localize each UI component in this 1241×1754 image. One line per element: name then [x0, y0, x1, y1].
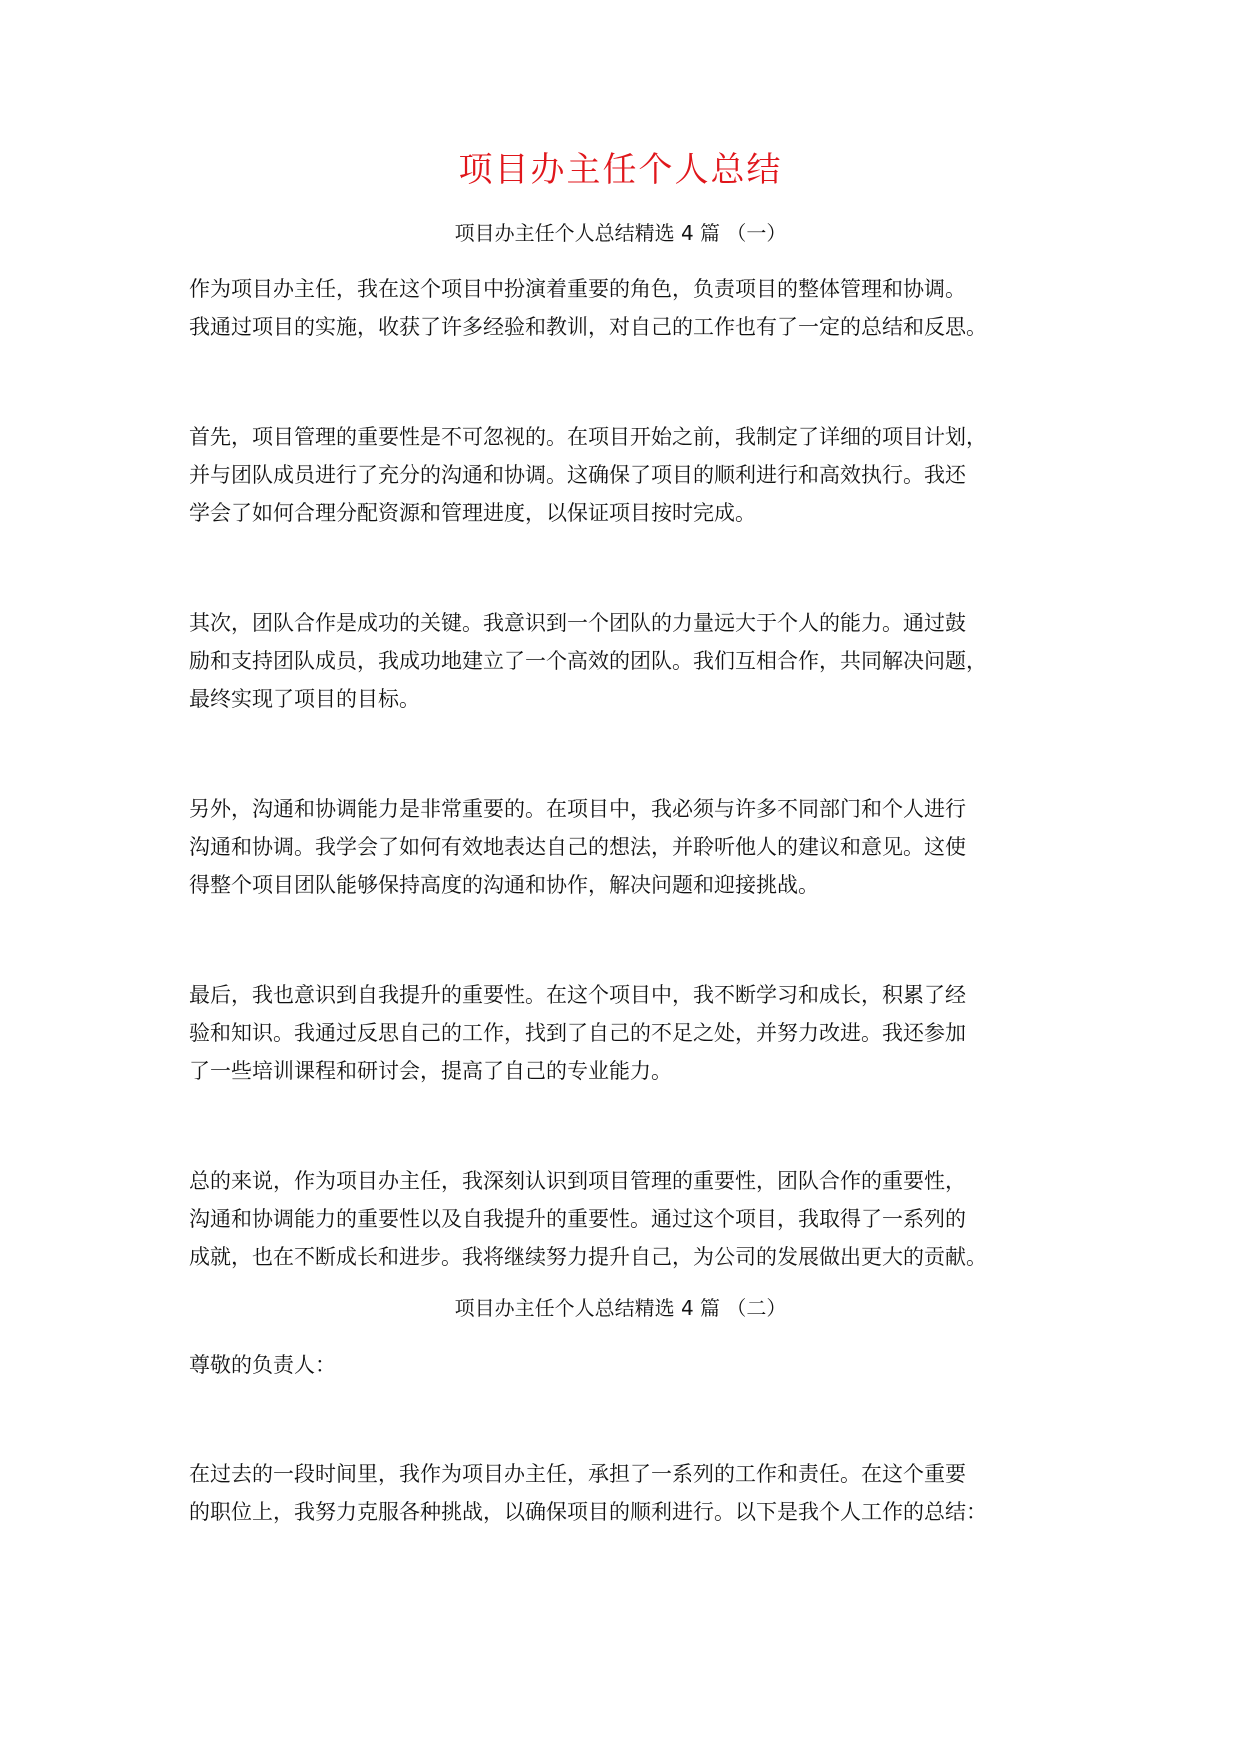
paragraph-line: 验和知识。我通过反思自己的工作，找到了自己的不足之处，并努力改进。我还参加: [189, 1021, 966, 1045]
paragraph-third: [189, 790, 1089, 904]
paragraph-line: 沟通和协调能力的重要性以及自我提升的重要性。通过这个项目，我取得了一系列的: [189, 1207, 966, 1231]
paragraph-line: 我通过项目的实施，收获了许多经验和教训，对自己的工作也有了一定的总结和反思。: [189, 315, 987, 339]
paragraph-line: 并与团队成员进行了充分的沟通和协调。这确保了项目的顺利进行和高效执行。我还: [189, 463, 966, 487]
paragraph-first: [189, 418, 1089, 532]
section-heading-1: 项目办主任个人总结精选 4 篇 （一）: [454, 221, 787, 245]
paragraph-line: 励和支持团队成员，我成功地建立了一个高效的团队。我们互相合作，共同解决问题，: [189, 649, 987, 673]
paragraph-line: 最后，我也意识到自我提升的重要性。在这个项目中，我不断学习和成长，积累了经: [189, 983, 966, 1007]
paragraph-line: 首先，项目管理的重要性是不可忽视的。在项目开始之前，我制定了详细的项目计划，: [189, 425, 987, 449]
paragraph-line: 总的来说，作为项目办主任，我深刻认识到项目管理的重要性，团队合作的重要性，: [189, 1169, 966, 1193]
document-title: 项目办主任个人总结: [458, 150, 783, 190]
paragraph-opening: [189, 1455, 1089, 1531]
paragraph-line: 另外，沟通和协调能力是非常重要的。在项目中，我必须与许多不同部门和个人进行: [189, 797, 966, 821]
paragraph-line: 学会了如何合理分配资源和管理进度，以保证项目按时完成。: [189, 501, 756, 525]
paragraph-fourth: [189, 976, 1089, 1090]
paragraph-line: 得整个项目团队能够保持高度的沟通和协作，解决问题和迎接挑战。: [189, 873, 819, 897]
paragraph-salutation: [189, 1346, 1089, 1384]
paragraph-line: 最终实现了项目的目标。: [189, 687, 420, 711]
paragraph-intro: [189, 270, 1089, 346]
paragraph-line: 其次，团队合作是成功的关键。我意识到一个团队的力量远大于个人的能力。通过鼓: [189, 611, 966, 635]
paragraph-line: 尊敬的负责人：: [189, 1353, 336, 1377]
paragraph-line: 在过去的一段时间里，我作为项目办主任，承担了一系列的工作和责任。在这个重要: [189, 1462, 966, 1486]
paragraph-line: 了一些培训课程和研讨会，提高了自己的专业能力。: [189, 1059, 672, 1083]
paragraph-conclusion: [189, 1162, 1089, 1276]
paragraph-second: [189, 604, 1089, 718]
paragraph-line: 的职位上，我努力克服各种挑战，以确保项目的顺利进行。以下是我个人工作的总结：: [189, 1500, 987, 1524]
paragraph-line: 成就，也在不断成长和进步。我将继续努力提升自己，为公司的发展做出更大的贡献。: [189, 1245, 987, 1269]
paragraph-line: 作为项目办主任，我在这个项目中扮演着重要的角色，负责项目的整体管理和协调。: [189, 277, 966, 301]
section-heading-2: 项目办主任个人总结精选 4 篇 （二）: [454, 1296, 787, 1320]
paragraph-line: 沟通和协调。我学会了如何有效地表达自己的想法，并聆听他人的建议和意见。这使: [189, 835, 966, 859]
